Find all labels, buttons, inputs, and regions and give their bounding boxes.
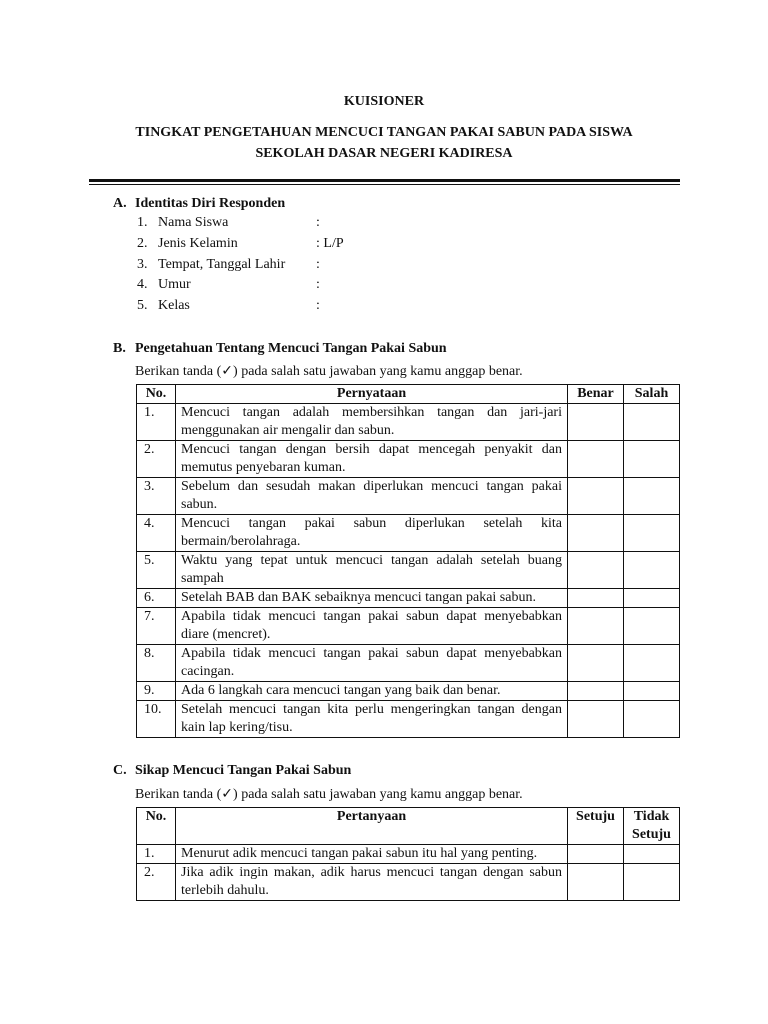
- row-number: 8.: [137, 645, 176, 682]
- identity-number: 4.: [137, 277, 148, 292]
- row-statement: Mencuci tangan dengan bersih dapat mencegah penyakit dan memutus penyebaran kuman.: [176, 441, 568, 478]
- column-header-agree: Setuju: [568, 808, 624, 845]
- answer-cell-disagree[interactable]: [624, 845, 680, 864]
- column-header-statement: Pernyataan: [176, 385, 568, 404]
- row-number: 2.: [137, 864, 176, 901]
- row-statement: Ada 6 langkah cara mencuci tangan yang baik dan benar.: [176, 682, 568, 701]
- identity-number: 3.: [137, 257, 148, 272]
- identity-value-field[interactable]: :: [316, 277, 320, 292]
- row-statement: Apabila tidak mencuci tangan pakai sabun dapat menyebabkan diare (mencret).: [176, 608, 568, 645]
- column-header-no: No.: [137, 808, 176, 845]
- column-header-disagree: Tidak Setuju: [624, 808, 680, 845]
- table-row: [137, 845, 680, 864]
- answer-cell-false[interactable]: [624, 701, 680, 738]
- row-statement: Sebelum dan sesudah makan diperlukan mencuci tangan pakai sabun.: [176, 478, 568, 515]
- header-divider-thick: [89, 179, 680, 182]
- section-b-letter: B.: [113, 341, 126, 356]
- answer-cell-false[interactable]: [624, 682, 680, 701]
- table-row: [137, 589, 680, 608]
- identity-number: 5.: [137, 298, 148, 313]
- identity-value-field[interactable]: :: [316, 298, 320, 313]
- row-statement: Setelah mencuci tangan kita perlu mengeringkan tangan dengan kain lap kering/tisu.: [176, 701, 568, 738]
- section-c-title: Sikap Mencuci Tangan Pakai Sabun: [135, 763, 352, 778]
- attitude-table: [136, 807, 680, 901]
- table-header-row: [137, 808, 680, 845]
- column-header-true: Benar: [568, 385, 624, 404]
- row-statement: Waktu yang tepat untuk mencuci tangan adalah setelah buang sampah: [176, 552, 568, 589]
- row-number: 6.: [137, 589, 176, 608]
- answer-cell-true[interactable]: [568, 478, 624, 515]
- table-row: [137, 608, 680, 645]
- instruction-text-start: Berikan tanda (: [135, 787, 222, 802]
- table-row: [137, 441, 680, 478]
- identity-value-field[interactable]: :: [316, 215, 320, 230]
- instruction-text-end: ) pada salah satu jawaban yang kamu anggap benar.: [233, 787, 523, 802]
- answer-cell-agree[interactable]: [568, 845, 624, 864]
- row-number: 4.: [137, 515, 176, 552]
- row-statement: Apabila tidak mencuci tangan pakai sabun dapat menyebabkan cacingan.: [176, 645, 568, 682]
- row-number: 9.: [137, 682, 176, 701]
- identity-value-field[interactable]: : L/P: [316, 236, 344, 251]
- table-row: [137, 701, 680, 738]
- answer-cell-false[interactable]: [624, 552, 680, 589]
- row-question: Menurut adik mencuci tangan pakai sabun itu hal yang penting.: [176, 845, 568, 864]
- row-statement: Mencuci tangan pakai sabun diperlukan setelah kita bermain/berolahraga.: [176, 515, 568, 552]
- answer-cell-false[interactable]: [624, 441, 680, 478]
- table-row: [137, 404, 680, 441]
- answer-cell-true[interactable]: [568, 645, 624, 682]
- knowledge-table: [136, 384, 680, 738]
- table-row: [137, 515, 680, 552]
- section-b-instruction: [135, 363, 523, 380]
- table-row: [137, 682, 680, 701]
- answer-cell-false[interactable]: [624, 404, 680, 441]
- answer-cell-false[interactable]: [624, 645, 680, 682]
- row-number: 10.: [137, 701, 176, 738]
- identity-label: Umur: [158, 277, 191, 292]
- row-question: Jika adik ingin makan, adik harus mencuci tangan dengan sabun terlebih dahulu.: [176, 864, 568, 901]
- identity-label: Kelas: [158, 298, 190, 313]
- answer-cell-false[interactable]: [624, 589, 680, 608]
- section-b-title: Pengetahuan Tentang Mencuci Tangan Pakai Sabun: [135, 341, 447, 356]
- document-subtitle-line2: SEKOLAH DASAR NEGERI KADIRESA: [255, 146, 513, 161]
- column-header-question: Pertanyaan: [176, 808, 568, 845]
- checkmark-icon: ✓: [221, 363, 234, 379]
- instruction-text-start: Berikan tanda (: [135, 364, 222, 379]
- identity-value-field[interactable]: :: [316, 257, 320, 272]
- identity-label: Nama Siswa: [158, 215, 229, 230]
- document-title: KUISIONER: [343, 94, 425, 109]
- identity-number: 2.: [137, 236, 148, 251]
- answer-cell-true[interactable]: [568, 608, 624, 645]
- answer-cell-true[interactable]: [568, 515, 624, 552]
- identity-label: Tempat, Tanggal Lahir: [158, 257, 286, 272]
- answer-cell-true[interactable]: [568, 404, 624, 441]
- answer-cell-false[interactable]: [624, 478, 680, 515]
- row-number: 5.: [137, 552, 176, 589]
- row-number: 1.: [137, 845, 176, 864]
- column-header-no: No.: [137, 385, 176, 404]
- checkmark-icon: ✓: [221, 786, 234, 802]
- row-number: 2.: [137, 441, 176, 478]
- identity-number: 1.: [137, 215, 148, 230]
- answer-cell-false[interactable]: [624, 515, 680, 552]
- row-statement: Mencuci tangan adalah membersihkan tangan dan jari-jari menggunakan air mengalir dan sabun.: [176, 404, 568, 441]
- answer-cell-true[interactable]: [568, 552, 624, 589]
- row-statement: Setelah BAB dan BAK sebaiknya mencuci tangan pakai sabun.: [176, 589, 568, 608]
- answer-cell-false[interactable]: [624, 608, 680, 645]
- instruction-text-end: ) pada salah satu jawaban yang kamu anggap benar.: [233, 364, 523, 379]
- table-row: [137, 864, 680, 901]
- row-number: 7.: [137, 608, 176, 645]
- table-row: [137, 552, 680, 589]
- section-a-title: Identitas Diri Responden: [135, 196, 286, 211]
- answer-cell-true[interactable]: [568, 589, 624, 608]
- section-a-letter: A.: [113, 196, 127, 211]
- answer-cell-agree[interactable]: [568, 864, 624, 901]
- answer-cell-true[interactable]: [568, 701, 624, 738]
- identity-label: Jenis Kelamin: [158, 236, 238, 251]
- section-c-instruction: [135, 786, 523, 803]
- table-header-row: [137, 385, 680, 404]
- table-row: [137, 645, 680, 682]
- table-row: [137, 478, 680, 515]
- column-header-false: Salah: [624, 385, 680, 404]
- answer-cell-true[interactable]: [568, 441, 624, 478]
- header-divider-thin: [89, 184, 680, 185]
- document-subtitle-line1: TINGKAT PENGETAHUAN MENCUCI TANGAN PAKAI SABUN PADA SISWA: [135, 125, 633, 140]
- row-number: 3.: [137, 478, 176, 515]
- row-number: 1.: [137, 404, 176, 441]
- answer-cell-true[interactable]: [568, 682, 624, 701]
- answer-cell-disagree[interactable]: [624, 864, 680, 901]
- section-c-letter: C.: [113, 763, 127, 778]
